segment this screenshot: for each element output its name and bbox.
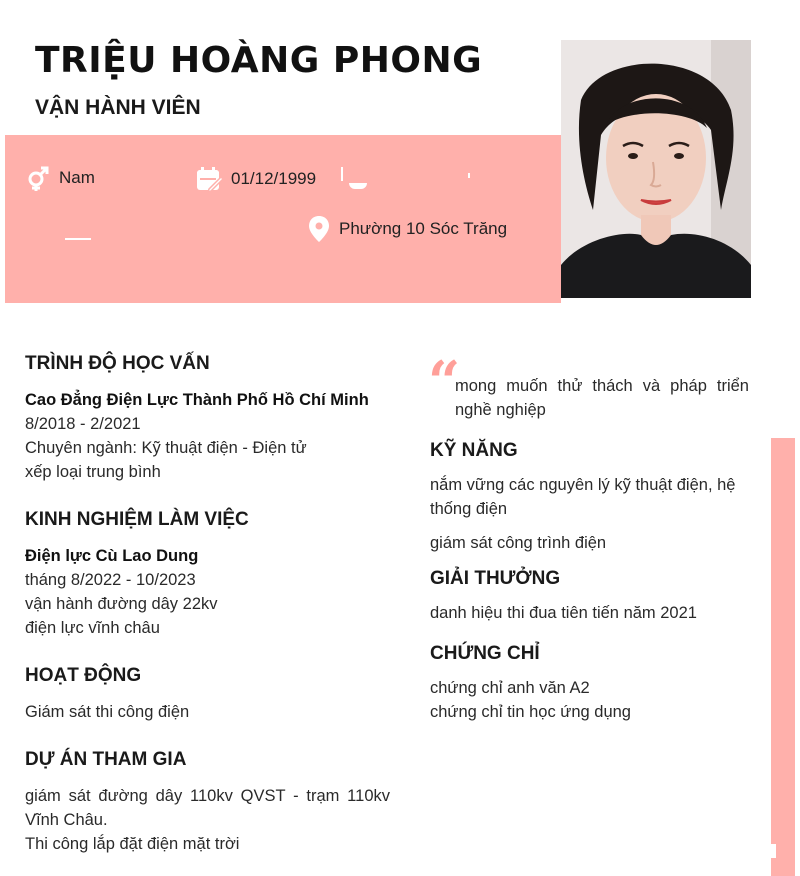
award-item: danh hiệu thi đua tiên tiến năm 2021: [430, 604, 697, 622]
hidden-item-fragment: [65, 238, 91, 240]
certificate-item: chứng chỉ tin học ứng dụng: [430, 703, 631, 721]
location-pin-icon: [307, 215, 331, 243]
education-major: Chuyên ngành: Kỹ thuật điện - Điện tử: [25, 439, 307, 457]
skill-item: giám sát công trình điện: [430, 534, 607, 552]
experience-heading: KINH NGHIỆM LÀM VIỆC: [25, 509, 249, 530]
education-rank: xếp loại trung bình: [25, 463, 161, 481]
education-heading: TRÌNH ĐỘ HỌC VẤN: [25, 353, 210, 374]
calendar-icon: [195, 165, 223, 193]
hidden-item-fragment: [468, 173, 470, 178]
experience-company: Điện lực Cù Lao Dung: [25, 547, 199, 565]
job-title: VẬN HÀNH VIÊN: [35, 96, 201, 119]
birthdate-value: 01/12/1999: [231, 169, 317, 188]
activities-item: Giám sát thi công điện: [25, 703, 190, 721]
education-school: Cao Đẳng Điện Lực Thành Phố Hồ Chí Minh: [25, 391, 369, 409]
decorative-side-bar-notch: [771, 844, 776, 858]
project-item: Thi công lắp đặt điện mặt trời: [25, 835, 240, 853]
skills-heading: KỸ NĂNG: [430, 440, 518, 461]
skill-item: nắm vững các nguyên lý kỹ thuật điện, hệ thống điện: [430, 476, 736, 518]
gender-item: [25, 165, 95, 191]
decorative-side-bar: [771, 438, 795, 876]
birthdate-item: [195, 165, 316, 193]
address-item: [307, 215, 507, 243]
activities-heading: HOẠT ĐỘNG: [25, 665, 142, 686]
career-objective: mong muốn thử thách và pháp triển nghề nghiệp: [455, 377, 749, 419]
experience-unit: điện lực vĩnh châu: [25, 619, 160, 637]
certificates-heading: CHỨNG CHỈ: [430, 643, 540, 664]
hidden-item-fragment: [341, 167, 343, 181]
quote-icon: “: [428, 349, 461, 415]
gender-value: Nam: [59, 168, 95, 187]
address-value: Phường 10 Sóc Trăng: [339, 219, 508, 238]
experience-period: tháng 8/2022 - 10/2023: [25, 571, 196, 589]
projects-heading: DỰ ÁN THAM GIA: [25, 749, 187, 770]
profile-photo: [561, 40, 751, 298]
candidate-name: TRIỆU HOÀNG PHONG: [35, 40, 483, 81]
project-item: giám sát đường dây 110kv QVST - trạm 110kv Vĩnh Châu.: [25, 787, 390, 829]
education-period: 8/2018 - 2/2021: [25, 415, 141, 433]
awards-heading: GIẢI THƯỞNG: [430, 568, 561, 589]
experience-role: vận hành đường dây 22kv: [25, 595, 218, 613]
hidden-icon-fragment: [349, 183, 367, 189]
certificate-item: chứng chỉ anh văn A2: [430, 679, 590, 697]
gender-icon: [25, 165, 51, 191]
personal-info-band: [5, 135, 561, 303]
